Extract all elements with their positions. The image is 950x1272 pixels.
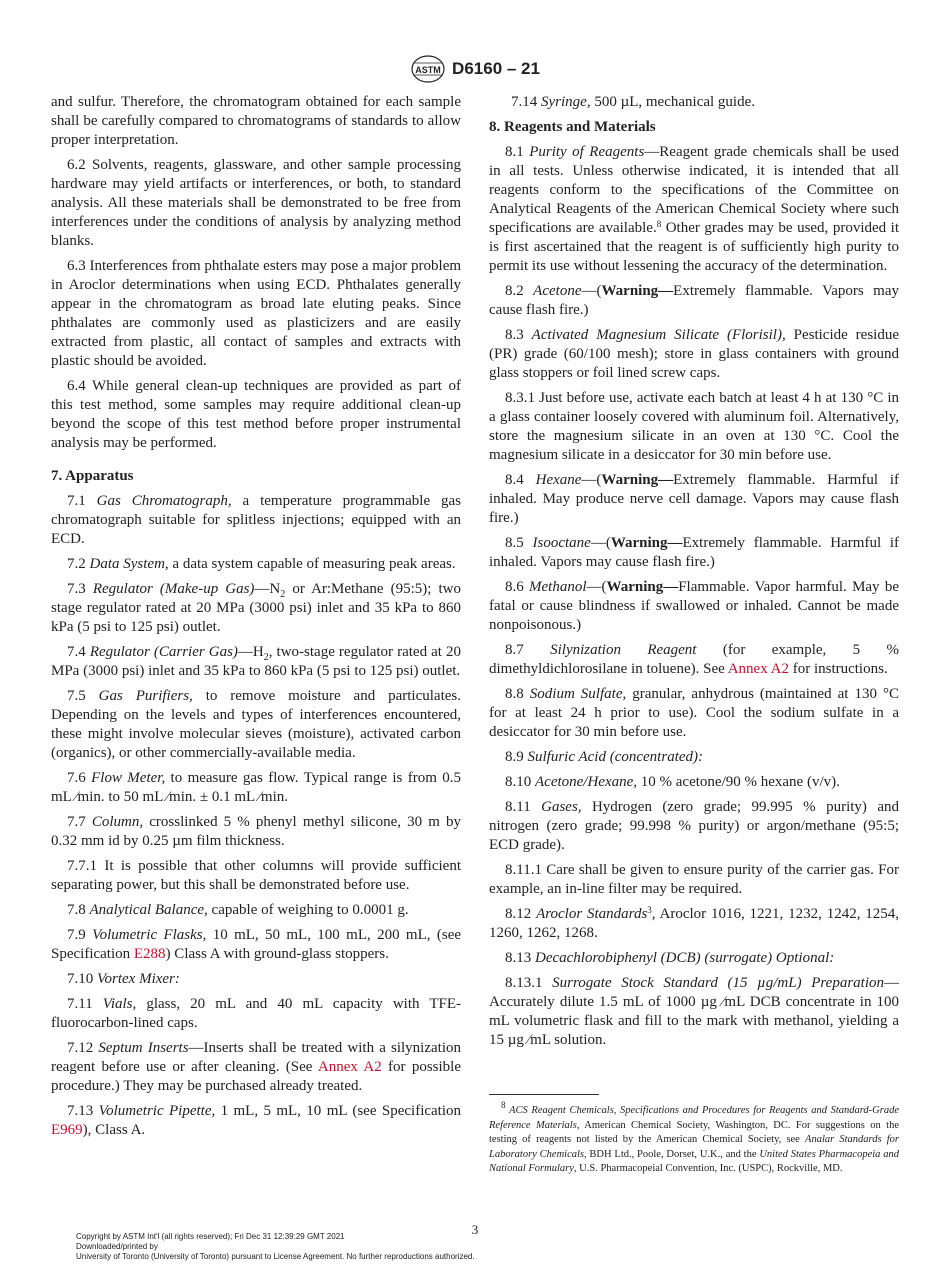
footnote-divider: [489, 1094, 599, 1095]
section-8-heading: 8. Reagents and Materials: [489, 119, 656, 135]
paragraph-8-3: 8.3 Activated Magnesium Silicate (Florisil), Pesticide residue (PR) grade (60/100 mesh); store in glass containers with ground glass stoppers or foil lined screw caps.: [489, 327, 899, 381]
paragraph-8-10: 8.10 Acetone/Hexane, 10 % acetone/90 % hexane (v/v).: [505, 774, 840, 790]
copyright-line-1: Copyright by ASTM Int'l (all rights reserved); Fri Dec 31 12:39:29 GMT 2021: [76, 1232, 345, 1241]
paragraph-8-12: 8.12 Aroclor Standards$^3$, Aroclor 1016, 1221, 1232, 1242, 1254, 1260, 1262, 1268.: [489, 905, 900, 941]
paragraph-7-12: 7.12 Septum Inserts—Inserts shall be treated with a silynization reagent before use or after cleaning. (See Annex A2 for possible procedure.) They may be purchased already treated.: [51, 1040, 461, 1094]
paragraph-8-11-1: 8.11.1 Care shall be given to ensure purity of the carrier gas. For example, an in-line filter may be required.: [489, 862, 899, 897]
paragraph-8-13: 8.13 Decachlorobiphenyl (DCB) (surrogate) Optional:: [505, 950, 835, 966]
astm-logo-icon: [410, 54, 446, 84]
astm-logo-text: ASTM: [415, 65, 441, 75]
paragraph-7-3: 7.3 Regulator (Make-up $Gas)—N_2$ or Ar:Methane (95:5); two stage regulator rated at 20 MPa (3000 psi) inlet and 35 kPa to 860 kPa (5 psi to 125 psi) outlet.: [51, 581, 461, 635]
paragraph-8-8: 8.8 Sodium Sulfate, granular, anhydrous (maintained at 130 °C for at least 24 h prior to use). Cool the sodium sulfate in a desiccator for 30 min before use.: [489, 686, 899, 740]
paragraph-8-9: 8.9 Sulfuric Acid (concentrated):: [505, 749, 704, 765]
paragraph-8-5: 8.5 Isooctane—(Warning—Extremely flammable. Harmful if inhaled. Vapors may cause flash fire.): [489, 535, 900, 570]
paragraph-6-3: 6.3 Interferences from phthalate esters may pose a major problem in Aroclor determinations when using ECD. Phthalates generally appear in the chromatogram as broad late eluting peaks. Since phthalates are commonly used as plasticizers and are easily extracted from plastic, all contact of samples and extracts with plastic should be avoided.: [51, 258, 462, 369]
link-e969[interactable]: E969: [51, 1122, 83, 1138]
paragraph-7-8: 7.8 Analytical Balance, capable of weighing to 0.0001 g.: [67, 902, 409, 918]
paragraph-7-14: 7.14 Syringe, 500 µL, mechanical guide.: [511, 94, 755, 110]
link-annex-a2[interactable]: Annex A2: [317, 1059, 382, 1075]
footnote-8: [489, 1100, 900, 1177]
paragraph-8-7: 8.7 Silynization Reagent (for example, 5 % dimethyldichlorosilane in toluene). See Annex A2 for instructions.: [489, 642, 900, 677]
section-7-heading: 7. Apparatus: [51, 468, 134, 484]
paragraph-6-4: 6.4 While general clean-up techniques are provided as part of this test method, some samples may require additional clean-up beyond the scope of this test method before proper instrumental analysis may be performed.: [51, 378, 461, 451]
paragraph-8-1: 8.1 Purity of Reagents—Reagent grade chemicals shall be used in all tests. Unless otherwise indicated, it is intended that all reagents conform to the specifications of the Committee on Analytical Reagents of the American Chemical Society where such specifications are available.$^8$ Other grades may be used, provided it is first ascertained that the reagent is of sufficiently high purity to permit its use without lessening the accuracy of the determination.: [489, 144, 899, 274]
left-column: [51, 93, 461, 1146]
paragraph-6-1-continued: and sulfur. Therefore, the chromatogram obtained for each sample shall be carefully compared to chromatograms of standards to allow proper interpretation.: [51, 94, 461, 148]
paragraph-7-10: 7.10 Vortex Mixer:: [67, 971, 180, 987]
paragraph-7-1: 7.1 Gas Chromatograph, a temperature programmable gas chromatograph suitable for splitless injections; equipped with an ECD.: [51, 493, 462, 547]
paragraph-7-11: 7.11 Vials, glass, 20 mL and 40 mL capacity with TFE-fluorocarbon-lined caps.: [51, 996, 461, 1031]
footnote-ref-8[interactable]: 8: [656, 219, 662, 229]
copyright-line-3: University of Toronto (University of Toronto) pursuant to License Agreement. No further reproductions authorized.: [76, 1252, 475, 1261]
paragraph-8-3-1: 8.3.1 Just before use, activate each batch at least 4 h at 130 °C in a glass container loosely covered with aluminum foil. Alternatively, store the magnesium silicate in an oven at 130 °C. Cool the magnesium silicate in a desiccator for 30 min before use.: [489, 390, 899, 463]
paragraph-7-4: 7.4 Regulator (Carrier $Gas)—H_2$, two-stage regulator rated at 20 MPa (3000 psi) inlet and 35 kPa to 860 kPa (5 psi to 125 psi) outlet.: [51, 644, 462, 679]
paragraph-7-2: 7.2 Data System, a data system capable of measuring peak areas.: [67, 556, 456, 572]
link-annex-a2-instructions[interactable]: Annex A2: [727, 661, 789, 677]
page-header: [0, 54, 950, 84]
paragraph-7-7: 7.7 Column, crosslinked 5 % phenyl methyl silicone, 30 m by 0.32 mm id by 0.25 µm film thickness.: [51, 814, 462, 849]
paragraph-8-4: 8.4 Hexane—(Warning—Extremely flammable. Harmful if inhaled. May produce nerve cell damage. Vapors may cause flash fire.): [489, 472, 900, 526]
paragraph-8-13-1: 8.13.1 Surrogate Stock Standard (15 µg/mL) Preparation—Accurately dilute 1.5 mL of 1000 µg ⁄mL DCB concentrate in 100 mL volumetric flask and fill to the mark with methanol, yielding a 15 µg ⁄mL solution.: [489, 975, 900, 1048]
page-number: 3: [471, 1222, 479, 1237]
paragraph-8-2: 8.2 Acetone—(Warning—Extremely flammable. Vapors may cause flash fire.): [489, 283, 900, 318]
paragraph-7-7-1: 7.7.1 It is possible that other columns will provide sufficient separating power, but this shall be demonstrated before use.: [51, 858, 461, 893]
copyright-line-2: Downloaded/printed by: [76, 1242, 158, 1251]
paragraph-7-13: 7.13 Volumetric Pipette, 1 mL, 5 mL, 10 mL (see Specification E969), Class A.: [51, 1103, 462, 1138]
paragraph-8-11: 8.11 Gases, Hydrogen (zero grade; 99.995 % purity) and nitrogen (zero grade; 99.998 % purity) or argon/methane (95:5; ECD grade).: [489, 799, 899, 853]
link-e288[interactable]: E288: [133, 946, 166, 962]
designation: D6160 – 21: [452, 59, 540, 78]
paragraph-7-5: 7.5 Gas Purifiers, to remove moisture and particulates. Depending on the levels and types of interferences encountered, these might involve molecular sieves (moisture), activated carbon (organics), or other commercially-available media.: [51, 688, 461, 761]
paragraph-7-9: 7.9 Volumetric Flasks, 10 mL, 50 mL, 100 mL, 200 mL, (see Specification E288) Class A with ground-glass stoppers.: [51, 927, 462, 962]
right-column: [489, 93, 899, 1056]
paragraph-6-2: 6.2 Solvents, reagents, glassware, and other sample processing hardware may yield artifacts or interferences, or both, to standard analysis. All these materials shall be demonstrated to be free from interferences under the conditions of analysis by analyzing method blanks.: [51, 157, 461, 249]
copyright-notice: [76, 1232, 475, 1262]
footnote-marker: 8: [501, 1100, 506, 1110]
paragraph-8-6: 8.6 Methanol—(Warning—Flammable. Vapor harmful. May be fatal or cause blindness if swallowed or inhaled. Cannot be made nonpoisonous.): [489, 579, 899, 633]
footnote-ref-3[interactable]: 3: [647, 905, 652, 915]
paragraph-7-6: 7.6 Flow Meter, to measure gas flow. Typical range is from 0.5 mL ⁄min. to 50 mL ⁄min. ± 0.1 mL ⁄min.: [51, 770, 461, 805]
footnote-8-text: $^8$ ACS Reagent Chemicals, Specifications and Procedures for Reagents and Standard-Grade Reference Materials, American Chemical Society, Washington, DC. For suggestions on the testing of reagents not listed by the American Chemical Society, see Analar Standards for Laboratory Chemicals, BDH Ltd., Poole, Dorset, U.K., and the United States Pharmacopeia and National Formulary, U.S. Pharmacopeial Convention, Inc. (USPC), Rockville, MD.: [489, 1100, 900, 1174]
